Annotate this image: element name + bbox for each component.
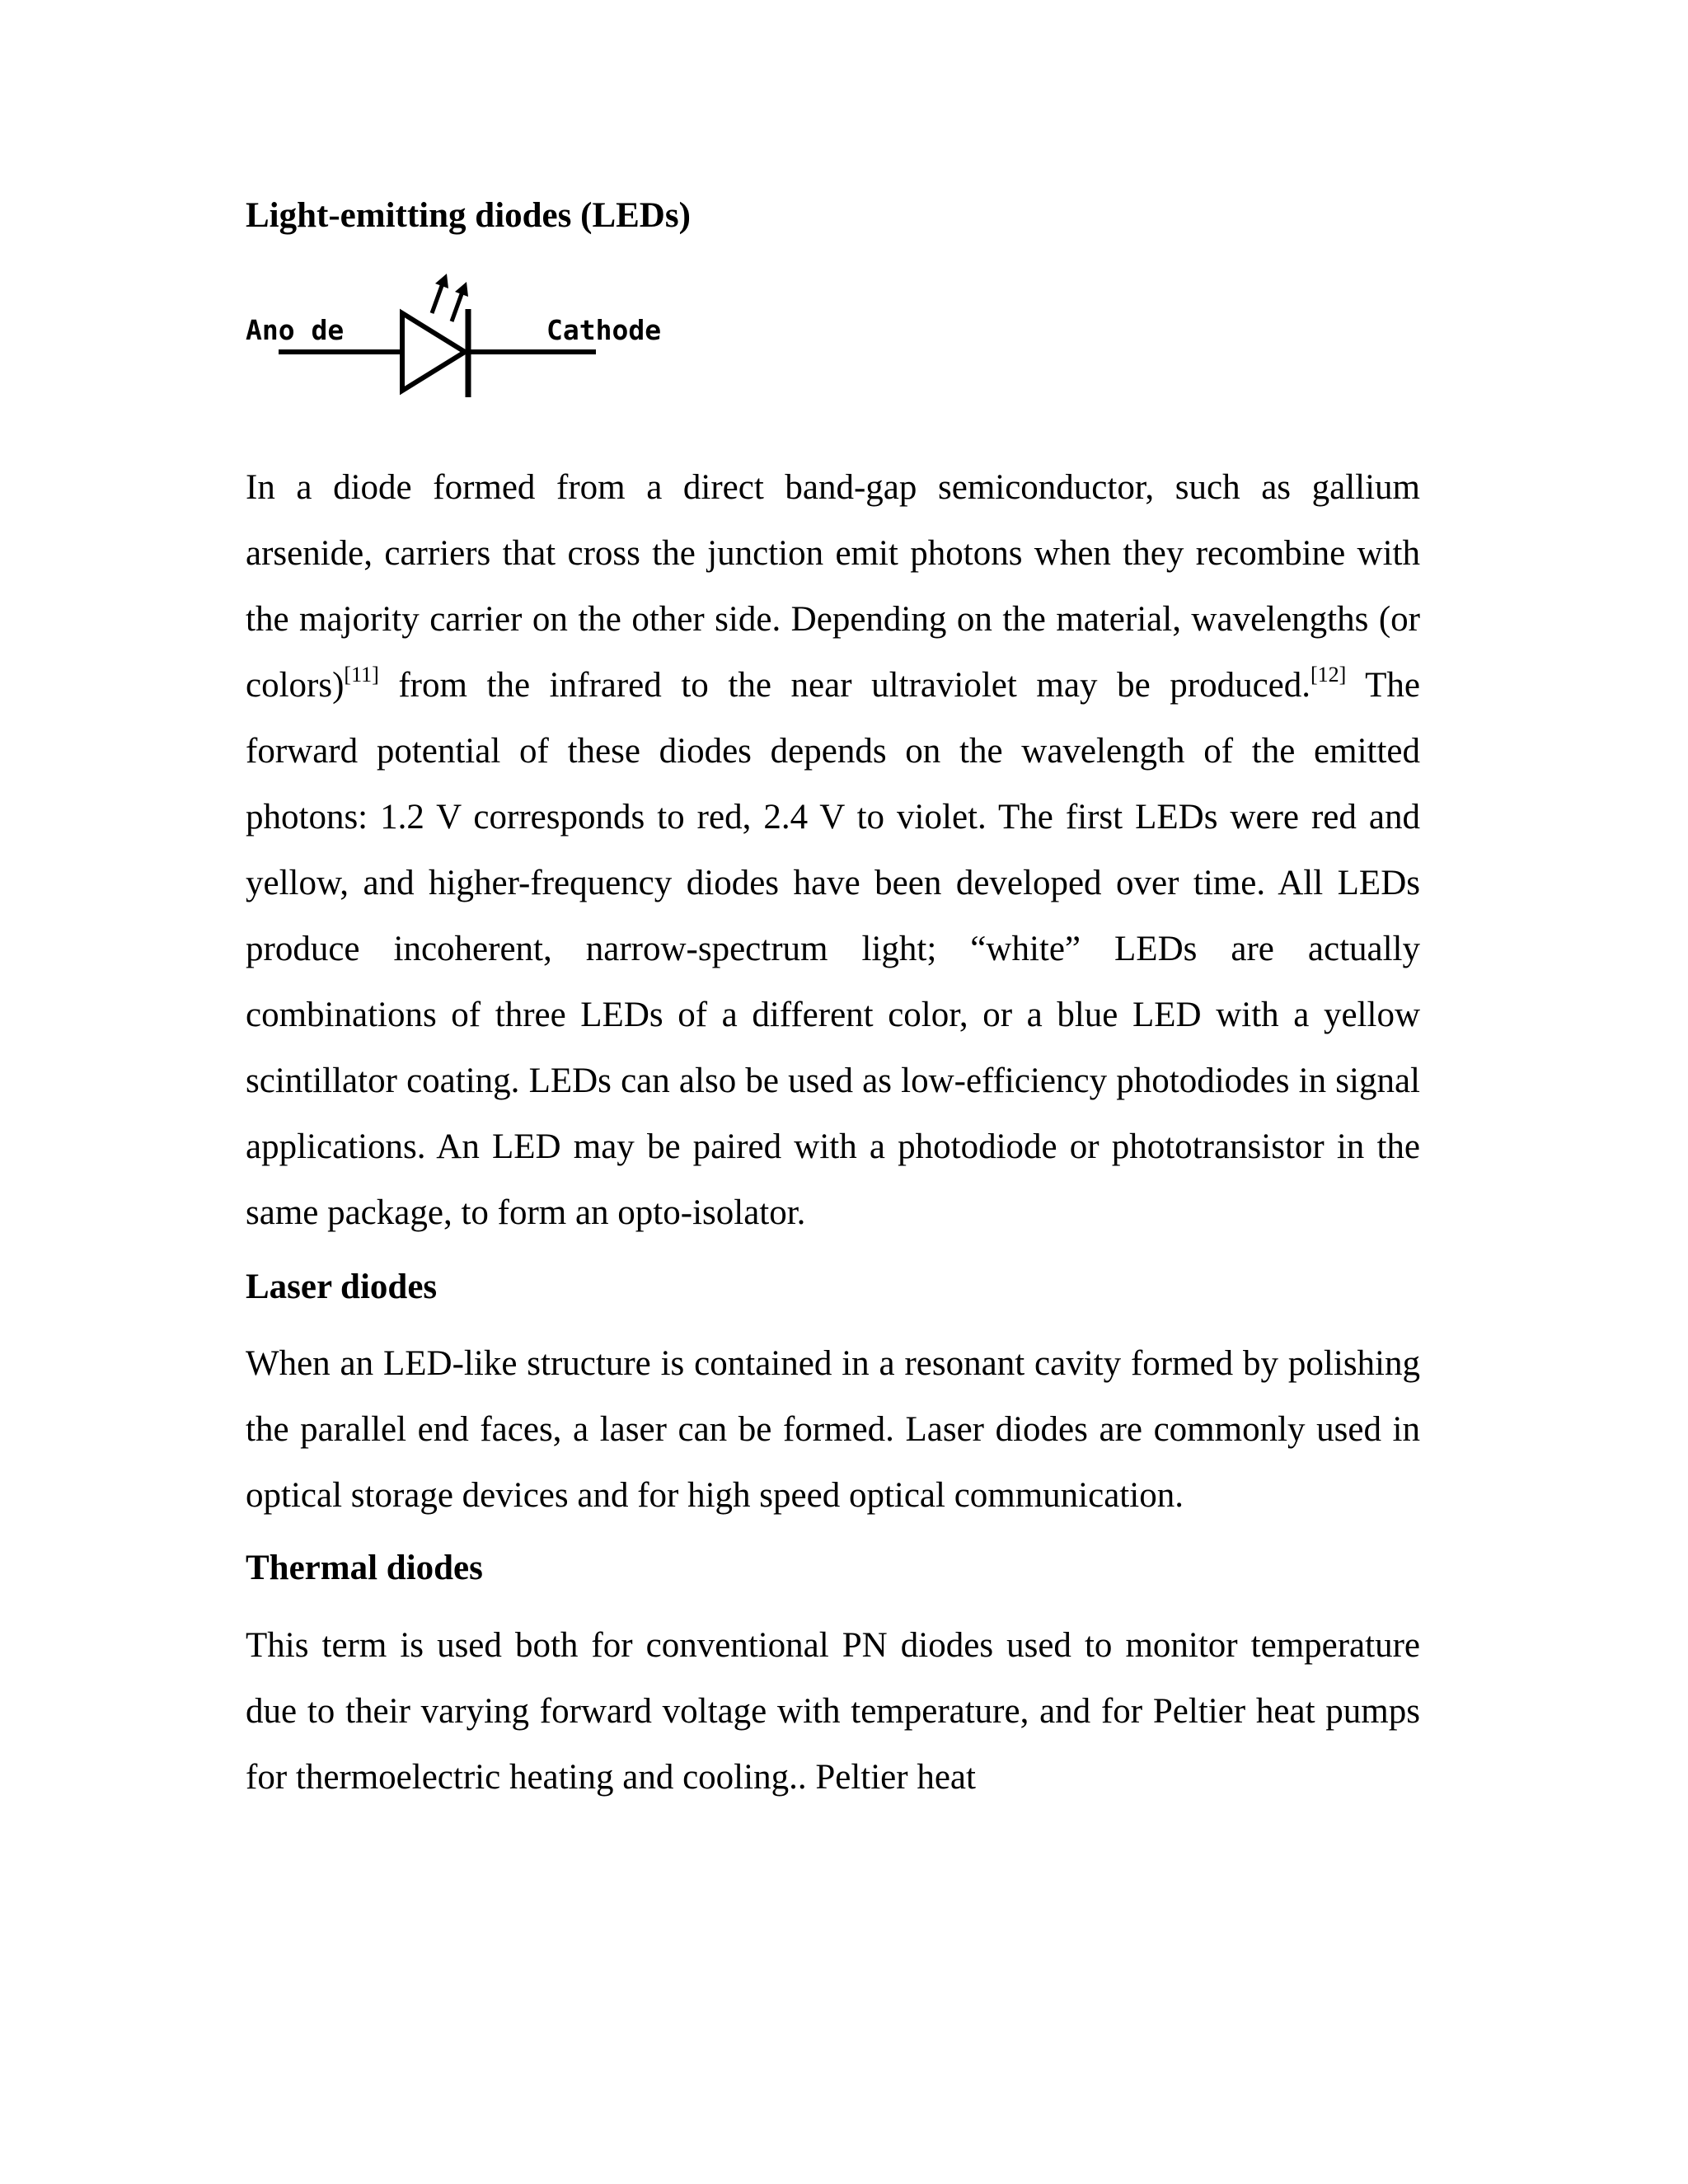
paragraph-leds-part2: from the infrared to the near ultraviolet may be produced. — [378, 665, 1311, 705]
paragraph-leds-part3: The forward potential of these diodes depends on the wavelength of the emitted photons: 1.2 V corresponds to red, 2.4 V to violet. The first LEDs were red and yellow, and higher-frequency diodes have been developed over time. All LEDs produce incoherent, narrow-spectrum light; “white” LEDs are actually combinations of three LEDs of a different color, or a blue LED with a yellow scintillator coating. LEDs can also be used as low-efficiency photodiodes in signal applications. An LED may be paired with a photodiode or phototransistor in the same package, to form an opto-isolator. — [246, 665, 1421, 1232]
section-heading-leds: Light-emitting diodes (LEDs) — [246, 196, 691, 235]
paragraph-laser: When an LED-like structure is contained in a resonant cavity formed by polishing the parallel end faces, a laser can be formed. Laser diodes are commonly used in optical storage devices and for high speed optical communication. — [246, 1344, 1420, 1516]
anode-label: Ano de — [246, 313, 345, 346]
paragraph-leds — [246, 455, 1420, 1246]
light-emission-arrows-icon — [432, 274, 468, 321]
paragraph-leds-part1: In a diode formed from a direct band-gap semiconductor, such as gallium arsenide, carriers that cross the junction emit photons when they recombine with the majority carrier on the other side. Depending on the material, wavelengths (or colors) — [246, 467, 1420, 705]
document-page — [246, 188, 1420, 1811]
reference-12[interactable]: [12] — [1311, 663, 1347, 687]
cathode-label: Cathode — [546, 313, 662, 346]
led-circuit-symbol — [246, 272, 707, 412]
reference-11[interactable]: [11] — [344, 663, 379, 687]
led-symbol-diagram — [246, 272, 707, 412]
paragraph-thermal: This term is used both for conventional PN diodes used to monitor temperature due to their varying forward voltage with temperature, and for Peltier heat pumps for thermoelectric heating and cooling.. Peltier heat — [246, 1625, 1420, 1797]
section-heading-laser: Laser diodes — [246, 1267, 438, 1306]
section-heading-thermal: Thermal diodes — [246, 1549, 483, 1588]
diode-triangle — [402, 313, 465, 391]
